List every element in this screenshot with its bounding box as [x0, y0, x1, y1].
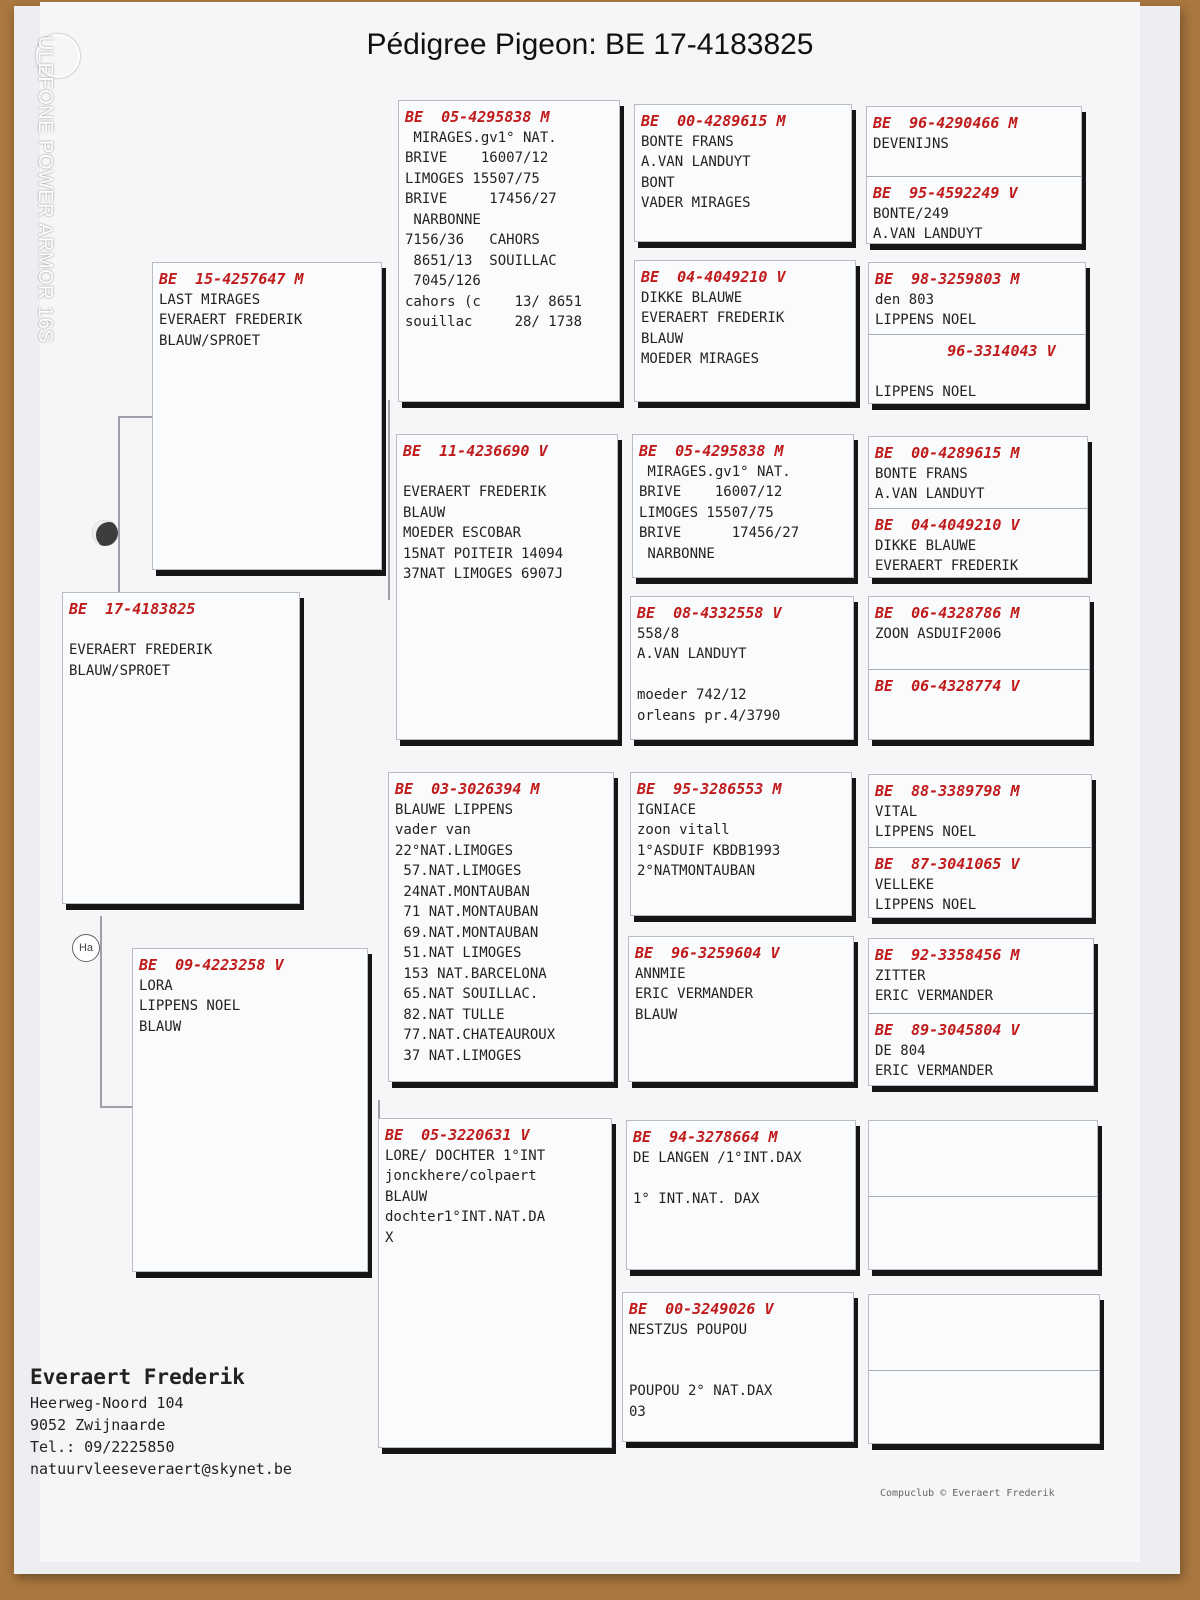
- pigeon-info-line: EVERAERT FREDERIK: [159, 312, 303, 328]
- breeder-address: Heerweg-Noord 104: [30, 1394, 184, 1412]
- pigeon-info-line: NESTZUS POUPOU: [629, 1321, 748, 1338]
- pedigree-box-mmf: [626, 1120, 856, 1270]
- pigeon-info-line: 15NAT POITEIR 14094: [403, 545, 564, 562]
- pigeon-info-line: 57.NAT.LIMOGES: [395, 863, 522, 879]
- pigeon-info-line: BLAUW: [635, 1006, 678, 1023]
- pigeon-info-line: BLAUW: [641, 330, 684, 347]
- camera-watermark: [34, 36, 56, 343]
- pigeon-info-line: [637, 665, 853, 686]
- pigeon-info-line: A.VAN LANDUYT: [875, 486, 985, 502]
- pigeon-info-line: dochter1°INT.NAT.DA: [385, 1209, 546, 1225]
- ring-number: BE 00-3249026 V: [629, 1300, 774, 1318]
- pigeon-info-line: IGNIACE: [637, 801, 697, 818]
- pigeon-info-line: 03: [629, 1403, 646, 1420]
- ring-number: BE 05-3220631 V: [385, 1126, 530, 1144]
- pedigree-box-g2: [868, 262, 1086, 404]
- pigeon-info-line: VELLEKE: [875, 876, 935, 893]
- pigeon-info-line: MIRAGES.gv1° NAT.: [639, 463, 791, 480]
- pigeon-info-line: 1° INT.NAT. DAX: [633, 1190, 760, 1207]
- pigeon-info-line: BRIVE 17456/27: [639, 525, 800, 541]
- ring-number: BE 05-4295838 M: [405, 108, 550, 126]
- pigeon-info-line: moeder 742/12: [637, 687, 747, 703]
- pedigree-box-father: [152, 262, 382, 570]
- ring-number: BE 87-3041065 V: [875, 855, 1020, 873]
- ring-number: BE 96-3259604 V: [635, 944, 780, 962]
- pigeon-info-line: EVERAERT FREDERIK: [403, 484, 547, 500]
- pigeon-info-line: LIMOGES 15507/75: [639, 504, 774, 521]
- pigeon-info-line: X: [385, 1229, 394, 1246]
- pigeon-info-line: EVERAERT FREDERIK: [875, 558, 1019, 574]
- ring-number: BE 11-4236690 V: [403, 442, 548, 460]
- pigeon-info-line: [629, 1361, 853, 1382]
- pigeon-entry: [63, 593, 299, 905]
- pigeon-entry: [869, 263, 1085, 334]
- ring-number: BE 00-4289615 M: [875, 444, 1020, 462]
- pigeon-info-line: 1°ASDUIF KBDB1993: [637, 842, 781, 859]
- pedigree-box-ff: [398, 100, 620, 402]
- pedigree-box-mff: [630, 772, 852, 916]
- ring-number: BE 05-4295838 M: [639, 442, 784, 460]
- pigeon-entry: [627, 1121, 855, 1271]
- pigeon-entry: [869, 1121, 1097, 1196]
- breeder-city: 9052 Zwijnaarde: [30, 1416, 166, 1434]
- ring-number: BE 15-4257647 M: [159, 270, 304, 288]
- pigeon-entry: [869, 1196, 1097, 1271]
- pigeon-info-line: souillac 28/ 1738: [405, 314, 583, 330]
- pigeon-info-line: NARBONNE: [405, 211, 481, 228]
- pedigree-box-g1: [866, 106, 1082, 244]
- pedigree-box-mf: [388, 772, 614, 1082]
- pedigree-box-mmm: [622, 1292, 854, 1442]
- ring-number: BE 94-3278664 M: [633, 1128, 778, 1146]
- pigeon-info-line: ANNMIE: [635, 965, 686, 982]
- pigeon-entry: [869, 669, 1089, 741]
- pigeon-entry: [379, 1119, 611, 1449]
- pigeon-info-line: LIPPENS NOEL: [875, 384, 977, 400]
- pigeon-info-line: BLAUWE LIPPENS: [395, 801, 514, 818]
- pigeon-info-line: BONTE/249: [873, 205, 949, 222]
- pigeon-entry: [869, 508, 1087, 579]
- pigeon-info-line: MIRAGES.gv1° NAT.: [405, 129, 557, 146]
- pigeon-info-line: 8651/13 SOUILLAC: [405, 252, 557, 269]
- pigeon-info-line: BLAUW: [403, 504, 446, 521]
- pigeon-info-line: LAST MIRAGES: [159, 291, 261, 308]
- pigeon-info-line: LORA: [139, 977, 173, 994]
- pigeon-info-line: [875, 362, 1085, 383]
- ring-number: [875, 1301, 1099, 1322]
- page-title: Pédigree Pigeon: BE 17-4183825: [366, 28, 814, 61]
- pigeon-info-line: [69, 620, 299, 641]
- pigeon-info-line: 37NAT LIMOGES 6907J: [403, 566, 564, 582]
- pigeon-info-line: ERIC VERMANDER: [875, 1063, 994, 1079]
- pigeon-info-line: zoon vitall: [637, 822, 730, 838]
- pigeon-entry: [153, 263, 381, 571]
- pigeon-info-line: cahors (c 13/ 8651: [405, 293, 583, 310]
- pigeon-info-line: BONTE FRANS: [875, 465, 968, 482]
- ring-number: BE 98-3259803 M: [875, 270, 1020, 288]
- pigeon-info-line: orleans pr.4/3790: [637, 707, 781, 724]
- ring-number: BE 88-3389798 M: [875, 782, 1020, 800]
- pigeon-info-line: [629, 1340, 853, 1361]
- pigeon-info-line: DEVENIJNS: [873, 135, 949, 152]
- pigeon-info-line: LORE/ DOCHTER 1°INT: [385, 1147, 546, 1164]
- pedigree-box-mother: [132, 948, 368, 1272]
- ring-number: BE 92-3358456 M: [875, 946, 1020, 964]
- pigeon-info-line: VADER MIRAGES: [641, 195, 751, 211]
- pigeon-entry: [869, 847, 1091, 919]
- pigeon-info-line: 69.NAT.MONTAUBAN: [395, 924, 539, 941]
- pigeon-info-line: BLAUW: [139, 1018, 182, 1035]
- hole-label: Ha: [72, 934, 100, 962]
- ring-number: BE 08-4332558 V: [637, 604, 782, 622]
- pigeon-info-line: LIPPENS NOEL: [139, 998, 241, 1014]
- pedigree-box-g6: [868, 938, 1094, 1086]
- pigeon-info-line: BLAUW: [385, 1188, 428, 1205]
- pigeon-info-line: 24NAT.MONTAUBAN: [395, 883, 530, 900]
- pedigree-box-fm: [396, 434, 618, 740]
- pigeon-info-line: EVERAERT FREDERIK: [69, 642, 213, 658]
- pigeon-info-line: VITAL: [875, 803, 918, 820]
- pigeon-entry: [869, 334, 1085, 405]
- pigeon-info-line: A.VAN LANDUYT: [641, 154, 751, 170]
- pigeon-info-line: 558/8: [637, 625, 680, 642]
- ring-number: BE 04-4049210 V: [875, 516, 1020, 534]
- pigeon-entry: [397, 435, 617, 741]
- pigeon-info-line: 2°NATMONTAUBAN: [637, 863, 756, 879]
- ring-number: [875, 1377, 1099, 1398]
- pedigree-box-fmf: [632, 434, 854, 578]
- ring-number: [875, 1127, 1097, 1148]
- pigeon-entry: [631, 773, 851, 917]
- pigeon-info-line: jonckhere/colpaert: [385, 1168, 537, 1184]
- pigeon-info-line: A.VAN LANDUYT: [637, 646, 747, 662]
- pigeon-info-line: MOEDER MIRAGES: [641, 351, 760, 367]
- pigeon-info-line: BLAUW/SPROET: [159, 332, 261, 349]
- pigeon-info-line: [633, 1168, 855, 1189]
- pedigree-box-g7: [868, 1120, 1098, 1270]
- pigeon-info-line: LIPPENS NOEL: [875, 312, 977, 328]
- pigeon-entry: [623, 1293, 853, 1443]
- pigeon-info-line: vader van: [395, 822, 471, 838]
- pigeon-info-line: 37 NAT.LIMOGES: [395, 1047, 522, 1064]
- pigeon-entry: [389, 773, 613, 1083]
- pigeon-info-line: BRIVE 16007/12: [405, 150, 549, 166]
- pedigree-box-g8: [868, 1294, 1100, 1444]
- pigeon-entry: [869, 597, 1089, 669]
- pigeon-info-line: 7156/36 CAHORS: [405, 232, 540, 248]
- pigeon-info-line: 65.NAT SOUILLAC.: [395, 986, 539, 1002]
- pedigree-box-g3: [868, 436, 1088, 578]
- pigeon-entry: [869, 1295, 1099, 1370]
- pigeon-info-line: DIKKE BLAUWE: [875, 537, 977, 554]
- punch-hole: [92, 520, 118, 546]
- ring-number: BE 96-4290466 M: [873, 114, 1018, 132]
- pedigree-box-subject: [62, 592, 300, 904]
- watermark-line1: ULEFONE: [34, 36, 56, 134]
- connector-line: [118, 416, 154, 598]
- pigeon-entry: [633, 435, 853, 579]
- ring-number: BE 03-3026394 M: [395, 780, 540, 798]
- pigeon-info-line: EVERAERT FREDERIK: [641, 310, 785, 326]
- pigeon-info-line: 153 NAT.BARCELONA: [395, 965, 547, 982]
- footer-credit: Compuclub © Everaert Frederik: [880, 1488, 1055, 1499]
- pedigree-box-mfm: [628, 936, 854, 1082]
- pedigree-box-mm: [378, 1118, 612, 1448]
- pigeon-info-line: A.VAN LANDUYT: [873, 226, 983, 242]
- ring-number: BE 06-4328786 M: [875, 604, 1020, 622]
- breeder-phone: Tel.: 09/2225850: [30, 1438, 175, 1456]
- pigeon-info-line: DIKKE BLAUWE: [641, 289, 743, 306]
- pedigree-box-fmm: [630, 596, 854, 740]
- pigeon-entry: [867, 107, 1081, 176]
- pigeon-info-line: LIMOGES 15507/75: [405, 170, 540, 187]
- ring-number: BE 09-4223258 V: [139, 956, 284, 974]
- pigeon-info-line: MOEDER ESCOBAR: [403, 525, 522, 541]
- pigeon-info-line: 7045/126: [405, 273, 481, 289]
- ring-number: BE 89-3045804 V: [875, 1021, 1020, 1039]
- ring-number: BE 17-4183825: [69, 600, 196, 618]
- pedigree-box-fff: [634, 104, 852, 242]
- ring-number: BE 95-4592249 V: [873, 184, 1018, 202]
- pigeon-info-line: LIPPENS NOEL: [875, 824, 977, 840]
- pigeon-info-line: 82.NAT TULLE: [395, 1006, 505, 1023]
- pigeon-info-line: 51.NAT LIMOGES: [395, 945, 522, 961]
- pigeon-info-line: POUPOU 2° NAT.DAX: [629, 1383, 773, 1399]
- watermark-line2: POWER ARMOR 16S: [34, 140, 56, 344]
- ring-number: 96-3314043 V: [875, 342, 1056, 360]
- pigeon-entry: [869, 437, 1087, 508]
- pigeon-entry: [869, 939, 1093, 1013]
- pigeon-info-line: LIPPENS NOEL: [875, 897, 977, 913]
- pigeon-info-line: 71 NAT.MONTAUBAN: [395, 904, 539, 920]
- pigeon-entry: [399, 101, 619, 403]
- pigeon-info-line: BRIVE 17456/27: [405, 191, 557, 207]
- breeder-contact: [30, 1362, 292, 1480]
- pigeon-entry: [869, 1013, 1093, 1087]
- pigeon-info-line: BRIVE 16007/12: [639, 484, 783, 500]
- pigeon-entry: [869, 1370, 1099, 1445]
- pigeon-entry: [867, 176, 1081, 245]
- pigeon-info-line: ZOON ASDUIF2006: [875, 625, 1002, 642]
- pigeon-info-line: den 803: [875, 291, 935, 308]
- pigeon-entry: [635, 105, 851, 243]
- ring-number: BE 00-4289615 M: [641, 112, 786, 130]
- breeder-name: Everaert Frederik: [30, 1365, 245, 1389]
- pigeon-entry: [133, 949, 367, 1273]
- pigeon-info-line: NARBONNE: [639, 545, 715, 562]
- pigeon-entry: [629, 937, 853, 1083]
- ring-number: BE 06-4328774 V: [875, 677, 1020, 695]
- pigeon-info-line: BONT: [641, 174, 675, 191]
- pigeon-info-line: DE 804: [875, 1042, 926, 1059]
- pigeon-info-line: 22°NAT.LIMOGES: [395, 842, 514, 859]
- pigeon-entry: [635, 261, 855, 403]
- pedigree-box-g5: [868, 774, 1092, 918]
- ring-number: BE 95-3286553 M: [637, 780, 782, 798]
- pigeon-info-line: ERIC VERMANDER: [635, 986, 754, 1002]
- pigeon-info-line: DE LANGEN /1°INT.DAX: [633, 1149, 802, 1166]
- pedigree-box-ffm: [634, 260, 856, 402]
- pigeon-info-line: 77.NAT.CHATEAUROUX: [395, 1027, 556, 1043]
- pigeon-info-line: ERIC VERMANDER: [875, 988, 994, 1004]
- pigeon-info-line: [403, 462, 617, 483]
- pigeon-entry: [631, 597, 853, 741]
- pigeon-info-line: BONTE FRANS: [641, 133, 734, 150]
- pigeon-entry: [869, 775, 1091, 847]
- pigeon-info-line: ZITTER: [875, 967, 926, 984]
- ring-number: [875, 1203, 1097, 1224]
- pedigree-box-g4: [868, 596, 1090, 740]
- pigeon-info-line: BLAUW/SPROET: [69, 662, 171, 679]
- breeder-email: natuurvleeseveraert@skynet.be: [30, 1460, 292, 1478]
- ring-number: BE 04-4049210 V: [641, 268, 786, 286]
